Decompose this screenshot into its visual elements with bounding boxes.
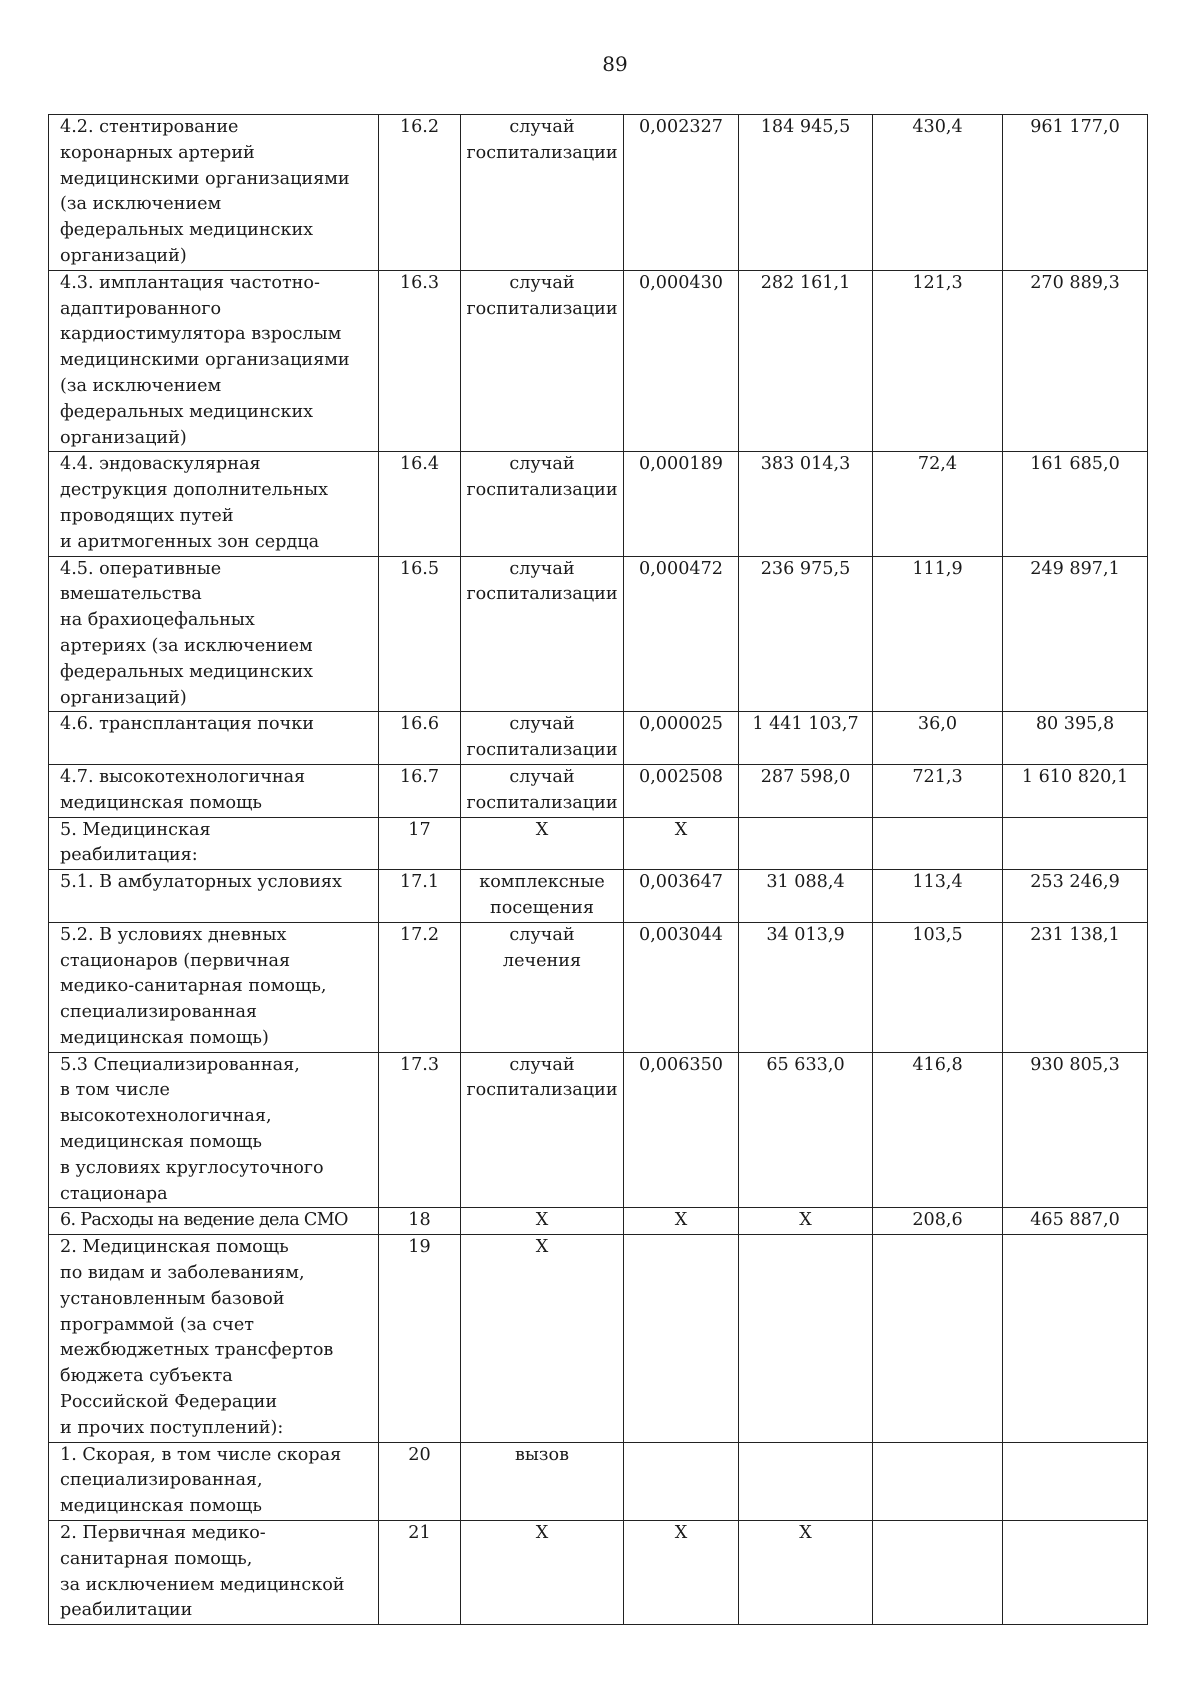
row-name: 4.3. имплантация частотно- адаптированного кардиостимулятора взрослым медицинскими организациями (за исключением федеральных медицинских организаций) [49, 270, 379, 452]
row-value-4: 253 246,9 [1003, 870, 1148, 923]
row-unit: Х [461, 1235, 624, 1442]
page-number: 89 [602, 52, 628, 76]
row-value-1: 0,000189 [624, 452, 739, 556]
row-value-1 [624, 1442, 739, 1520]
row-value-3: 416,8 [873, 1052, 1003, 1208]
row-value-4: 80 395,8 [1003, 712, 1148, 765]
row-name: 6. Расходы на ведение дела СМО [49, 1208, 379, 1235]
row-value-1: 0,000025 [624, 712, 739, 765]
row-number: 16.5 [379, 556, 461, 712]
row-value-1: Х [624, 817, 739, 870]
row-value-3: 103,5 [873, 922, 1003, 1052]
row-value-3: 208,6 [873, 1208, 1003, 1235]
row-value-2 [739, 817, 873, 870]
row-value-2 [739, 1442, 873, 1520]
row-value-2: 1 441 103,7 [739, 712, 873, 765]
row-value-1 [624, 1235, 739, 1442]
row-value-4: 1 610 820,1 [1003, 764, 1148, 817]
row-number: 17 [379, 817, 461, 870]
row-value-4 [1003, 1442, 1148, 1520]
table-row [49, 1521, 1148, 1625]
row-unit: случай госпитализации [461, 270, 624, 452]
row-number: 16.4 [379, 452, 461, 556]
row-value-4: 161 685,0 [1003, 452, 1148, 556]
row-value-4 [1003, 817, 1148, 870]
row-value-4: 930 805,3 [1003, 1052, 1148, 1208]
row-name: 2. Первичная медико- санитарная помощь, за исключением медицинской реабилитации [49, 1521, 379, 1625]
row-value-4: 270 889,3 [1003, 270, 1148, 452]
row-value-3 [873, 817, 1003, 870]
row-number: 17.3 [379, 1052, 461, 1208]
row-value-3 [873, 1442, 1003, 1520]
table-row [49, 1208, 1148, 1235]
row-value-2: Х [739, 1521, 873, 1625]
table-row [49, 1052, 1148, 1208]
row-value-4: 465 887,0 [1003, 1208, 1148, 1235]
row-unit: Х [461, 1521, 624, 1625]
row-unit: вызов [461, 1442, 624, 1520]
row-unit: случай госпитализации [461, 712, 624, 765]
data-table [48, 114, 1148, 1625]
row-unit: Х [461, 817, 624, 870]
table-row [49, 115, 1148, 271]
row-value-4: 231 138,1 [1003, 922, 1148, 1052]
row-name: 5.2. В условиях дневных стационаров (первичная медико-санитарная помощь, специализированная медицинская помощь) [49, 922, 379, 1052]
row-name: 2. Медицинская помощь по видам и заболеваниям, установленным базовой программой (за счет межбюджетных трансфертов бюджета субъекта Российской Федерации и прочих поступлений): [49, 1235, 379, 1442]
row-number: 21 [379, 1521, 461, 1625]
row-value-4: 249 897,1 [1003, 556, 1148, 712]
row-number: 19 [379, 1235, 461, 1442]
table-row [49, 556, 1148, 712]
row-number: 20 [379, 1442, 461, 1520]
row-value-3: 430,4 [873, 115, 1003, 271]
row-value-3: 721,3 [873, 764, 1003, 817]
row-value-1: Х [624, 1208, 739, 1235]
row-name: 4.4. эндоваскулярная деструкция дополнительных проводящих путей и аритмогенных зон сердца [49, 452, 379, 556]
row-value-3: 36,0 [873, 712, 1003, 765]
row-value-3: 72,4 [873, 452, 1003, 556]
row-value-1: 0,003647 [624, 870, 739, 923]
row-number: 16.2 [379, 115, 461, 271]
row-unit: случай госпитализации [461, 115, 624, 271]
row-name: 4.7. высокотехнологичная медицинская помощь [49, 764, 379, 817]
row-value-3: 111,9 [873, 556, 1003, 712]
row-value-2 [739, 1235, 873, 1442]
table-row [49, 1442, 1148, 1520]
row-value-2: 184 945,5 [739, 115, 873, 271]
row-number: 17.1 [379, 870, 461, 923]
table-row [49, 870, 1148, 923]
row-value-2: Х [739, 1208, 873, 1235]
row-value-3: 121,3 [873, 270, 1003, 452]
row-value-1: 0,002327 [624, 115, 739, 271]
row-number: 16.7 [379, 764, 461, 817]
table-row [49, 817, 1148, 870]
row-value-2: 383 014,3 [739, 452, 873, 556]
row-name: 1. Скорая, в том числе скорая специализированная, медицинская помощь [49, 1442, 379, 1520]
row-unit: случай лечения [461, 922, 624, 1052]
row-unit: случай госпитализации [461, 556, 624, 712]
table-row [49, 764, 1148, 817]
row-value-4 [1003, 1521, 1148, 1625]
row-number: 17.2 [379, 922, 461, 1052]
row-value-1: 0,002508 [624, 764, 739, 817]
row-unit: случай госпитализации [461, 764, 624, 817]
row-value-2: 34 013,9 [739, 922, 873, 1052]
row-name: 5. Медицинская реабилитация: [49, 817, 379, 870]
row-number: 16.3 [379, 270, 461, 452]
table-row [49, 270, 1148, 452]
row-name: 4.5. оперативные вмешательства на брахиоцефальных артериях (за исключением федеральных медицинских организаций) [49, 556, 379, 712]
table-row [49, 452, 1148, 556]
row-unit: комплексные посещения [461, 870, 624, 923]
row-value-1: 0,006350 [624, 1052, 739, 1208]
row-value-2: 236 975,5 [739, 556, 873, 712]
row-number: 16.6 [379, 712, 461, 765]
table-row [49, 1235, 1148, 1442]
row-value-1: Х [624, 1521, 739, 1625]
row-value-2: 65 633,0 [739, 1052, 873, 1208]
row-value-3 [873, 1521, 1003, 1625]
row-value-4 [1003, 1235, 1148, 1442]
row-unit: случай госпитализации [461, 452, 624, 556]
row-name: 4.2. стентирование коронарных артерий медицинскими организациями (за исключением федеральных медицинских организаций) [49, 115, 379, 271]
row-value-1: 0,000430 [624, 270, 739, 452]
row-value-1: 0,003044 [624, 922, 739, 1052]
row-unit: Х [461, 1208, 624, 1235]
row-name: 4.6. трансплантация почки [49, 712, 379, 765]
row-value-2: 282 161,1 [739, 270, 873, 452]
row-value-2: 287 598,0 [739, 764, 873, 817]
row-name: 5.3 Специализированная, в том числе высокотехнологичная, медицинская помощь в условиях круглосуточного стационара [49, 1052, 379, 1208]
row-unit: случай госпитализации [461, 1052, 624, 1208]
row-value-1: 0,000472 [624, 556, 739, 712]
row-number: 18 [379, 1208, 461, 1235]
row-name: 5.1. В амбулаторных условиях [49, 870, 379, 923]
table-row [49, 922, 1148, 1052]
row-value-2: 31 088,4 [739, 870, 873, 923]
table-row [49, 712, 1148, 765]
row-value-4: 961 177,0 [1003, 115, 1148, 271]
row-value-3: 113,4 [873, 870, 1003, 923]
row-value-3 [873, 1235, 1003, 1442]
